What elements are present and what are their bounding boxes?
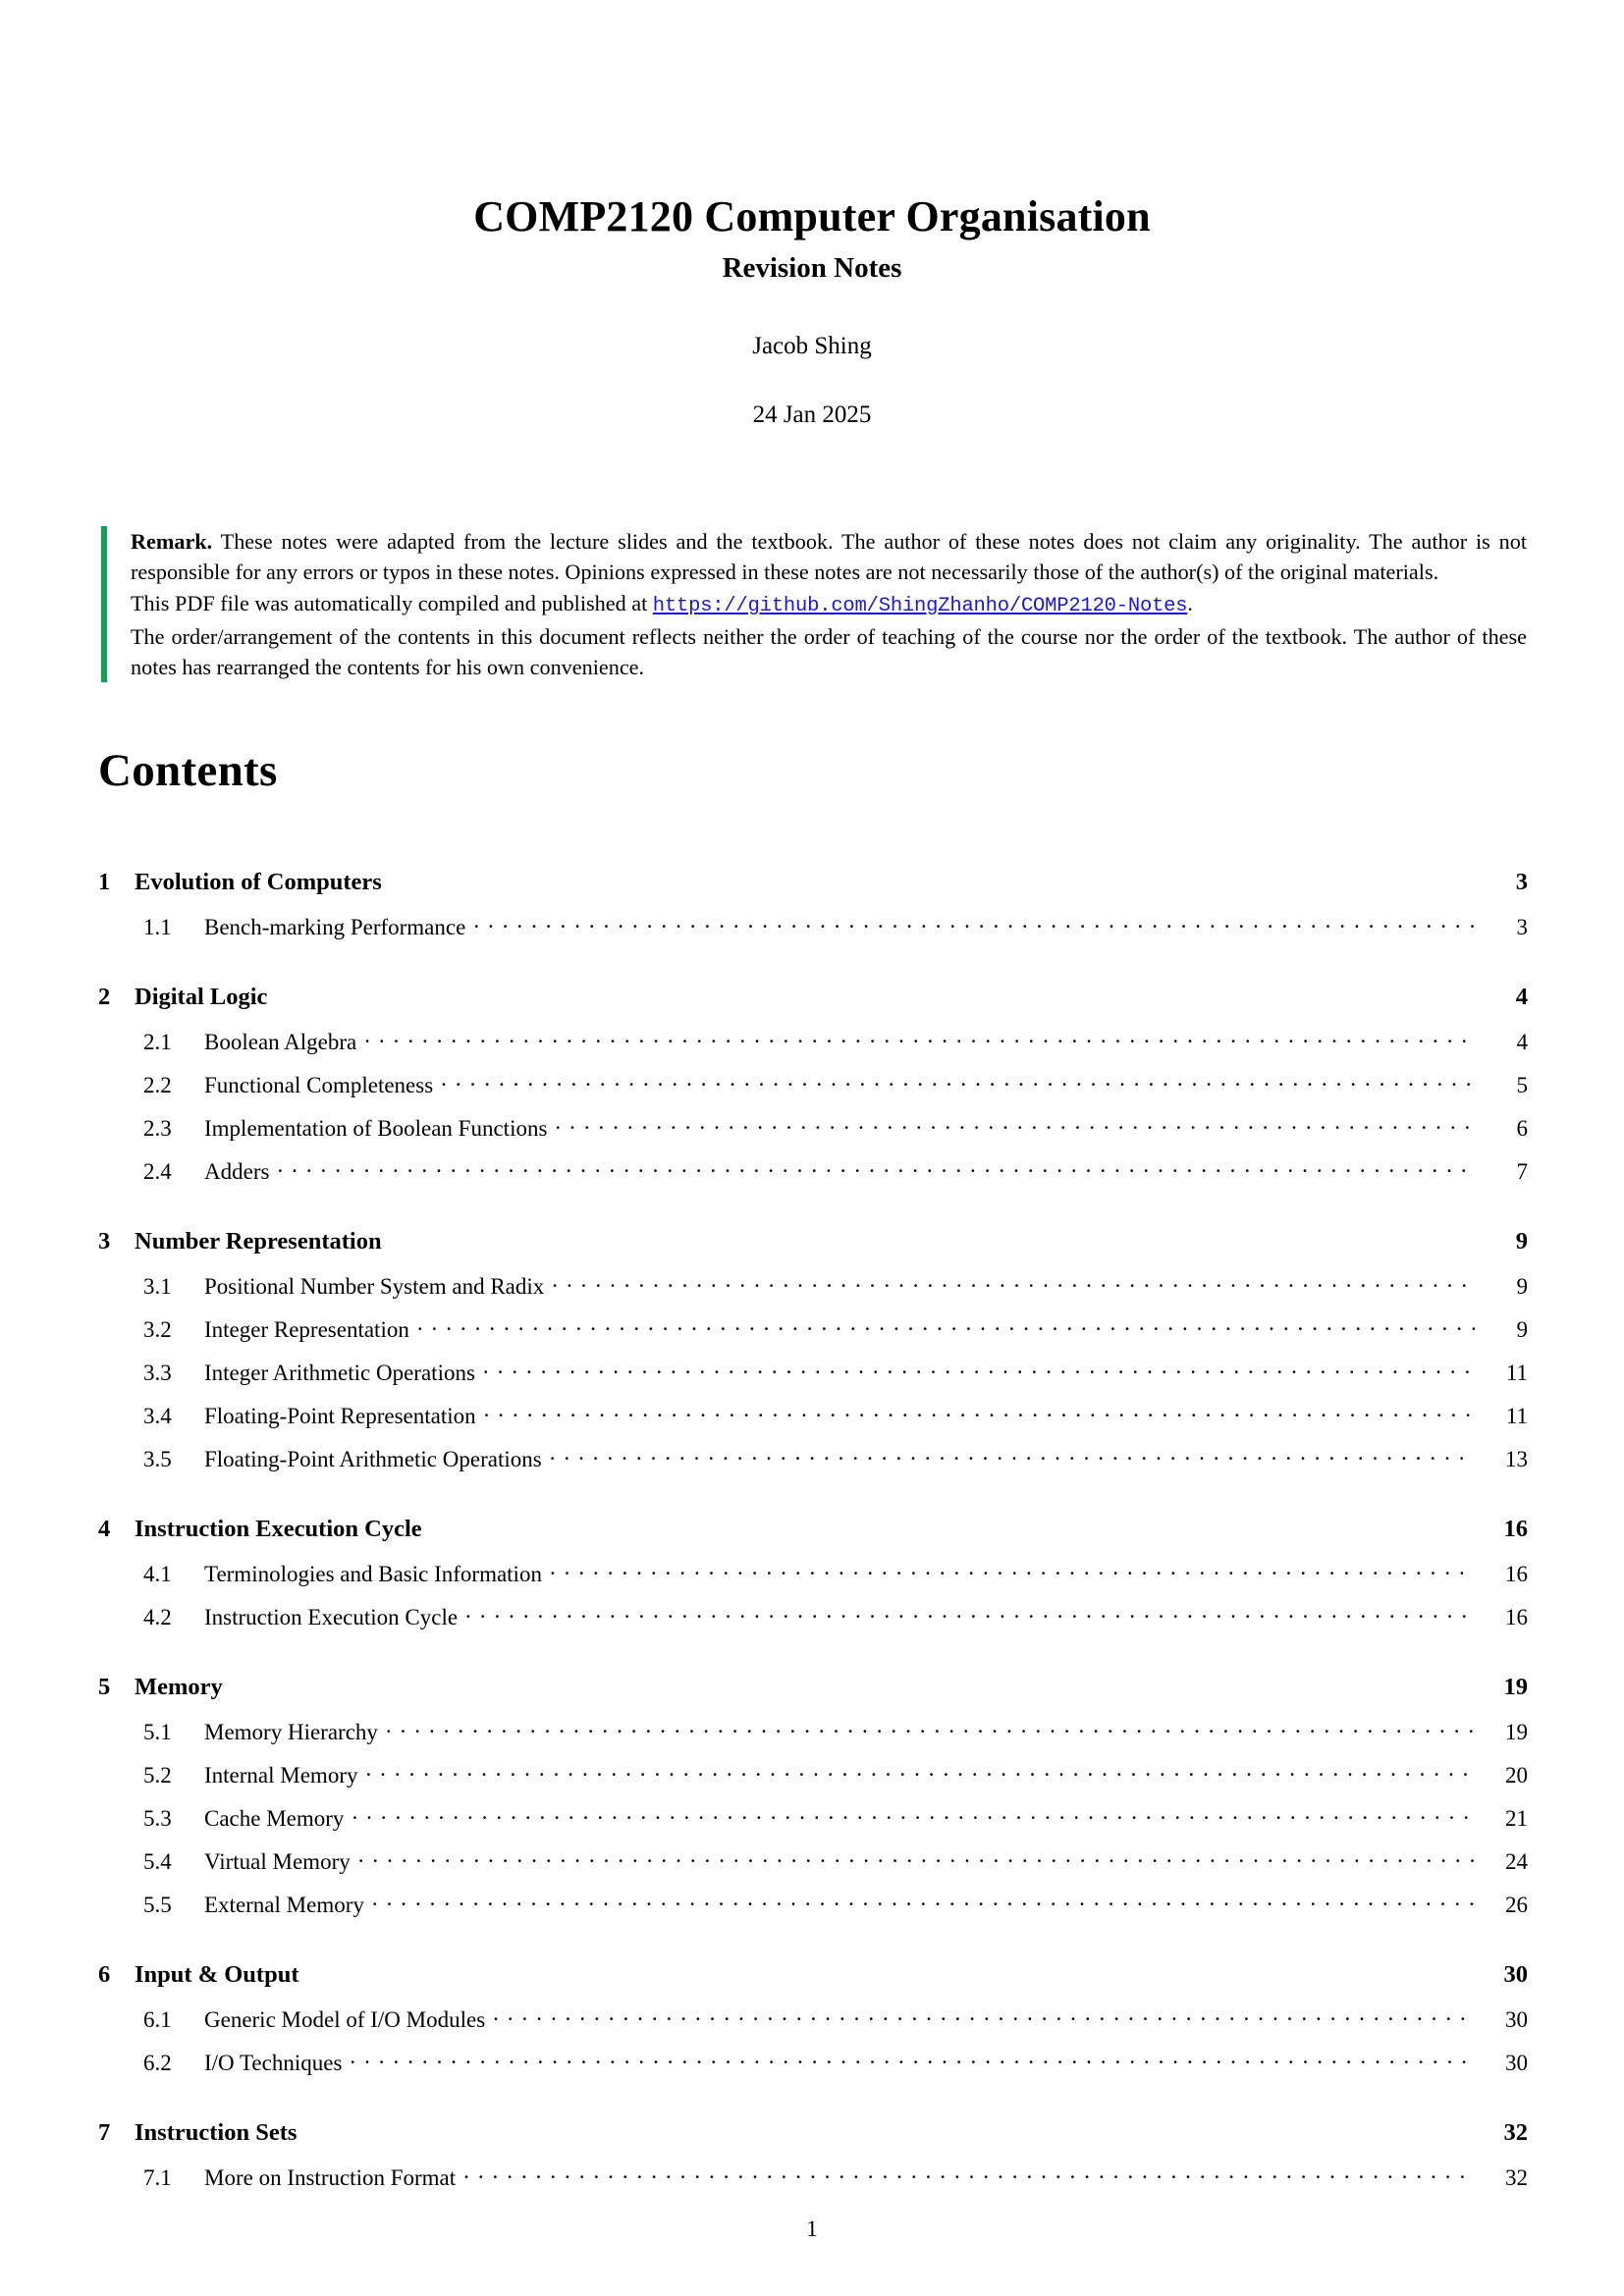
- toc-entry-subsection[interactable]: [98, 2004, 1528, 2048]
- toc-subsection-page: 16: [1505, 1605, 1528, 1629]
- toc-section-page: 3: [1515, 869, 1528, 895]
- toc-subsection-page: 3: [1516, 915, 1528, 939]
- remark-paragraph-2: [131, 588, 1527, 621]
- toc-section-title: Evolution of Computers: [135, 869, 382, 895]
- toc-subsection-number: 3.4: [143, 1404, 172, 1428]
- toc-subsection-page: 5: [1516, 1073, 1528, 1097]
- toc-entry-section[interactable]: [98, 1961, 1528, 2004]
- toc-subsection-title: Internal Memory: [204, 1763, 358, 1788]
- toc-entry-section[interactable]: [98, 984, 1528, 1027]
- toc-dot-leader: [417, 1314, 1475, 1337]
- toc-subsection-page: 30: [1505, 2051, 1528, 2075]
- contents-heading: Contents: [98, 745, 278, 796]
- toc-dot-leader: [386, 1717, 1475, 1739]
- toc-section-title: Instruction Execution Cycle: [135, 1516, 422, 1542]
- toc-section-number: 5: [98, 1674, 111, 1700]
- toc-subsection-page: 20: [1505, 1763, 1528, 1788]
- toc-subsection-title: Memory Hierarchy: [204, 1720, 378, 1744]
- toc-entry-section[interactable]: [98, 869, 1528, 912]
- page-title: COMP2120 Computer Organisation: [473, 192, 1151, 240]
- toc-subsection-page: 9: [1516, 1317, 1528, 1342]
- toc-entry-subsection[interactable]: [98, 1559, 1528, 1602]
- toc-subsection-title: Adders: [204, 1159, 270, 1184]
- toc-entry-subsection[interactable]: [98, 1113, 1528, 1156]
- toc-subsection-title: Floating-Point Representation: [204, 1404, 476, 1428]
- toc-subsection-title: Instruction Execution Cycle: [204, 1605, 459, 1629]
- toc-subsection-page: 9: [1516, 1274, 1528, 1299]
- toc-section-group: [98, 2119, 1528, 2206]
- toc-section-page: 32: [1503, 2119, 1528, 2146]
- remark-label: Remark.: [131, 529, 213, 554]
- toc-dot-leader: [372, 1890, 1475, 1912]
- toc-subsection-number: 6.1: [143, 2007, 172, 2032]
- toc-entry-subsection[interactable]: [98, 1314, 1528, 1358]
- toc-section-group: [98, 1516, 1528, 1645]
- toc-section-title: Number Representation: [135, 1228, 382, 1255]
- toc-section-number: 3: [98, 1228, 111, 1255]
- toc-subsection-page: 4: [1516, 1030, 1528, 1054]
- toc-subsection-title: I/O Techniques: [204, 2051, 343, 2075]
- toc-section-title: Memory: [135, 1674, 223, 1700]
- remark-body-2-prefix: This PDF file was automatically compiled and published at: [131, 590, 653, 615]
- toc-dot-leader: [483, 1358, 1475, 1380]
- toc-dot-leader: [364, 1027, 1475, 1049]
- toc-subsection-page: 26: [1505, 1893, 1528, 1917]
- toc-dot-leader: [441, 1070, 1475, 1093]
- toc-subsection-page: 21: [1505, 1806, 1528, 1831]
- toc-subsection-number: 2.2: [143, 1073, 172, 1097]
- toc-dot-leader: [473, 912, 1475, 934]
- toc-dot-leader: [358, 1846, 1475, 1869]
- toc-subsection-title: External Memory: [204, 1893, 364, 1917]
- toc-dot-leader: [555, 1113, 1475, 1136]
- document-date: 24 Jan 2025: [752, 400, 872, 428]
- toc-subsection-title: Cache Memory: [204, 1806, 345, 1831]
- toc-subsection-number: 4.1: [143, 1562, 172, 1586]
- toc-subsection-number: 2.3: [143, 1116, 172, 1141]
- toc-entry-section[interactable]: [98, 1674, 1528, 1717]
- toc-subsection-number: 2.1: [143, 1030, 172, 1054]
- toc-dot-leader: [550, 1559, 1475, 1581]
- toc-entry-subsection[interactable]: [98, 1602, 1528, 1645]
- toc-subsection-number: 3.1: [143, 1274, 172, 1299]
- toc-section-page: 4: [1515, 984, 1528, 1010]
- toc-entry-subsection[interactable]: [98, 1271, 1528, 1314]
- toc-section-number: 6: [98, 1961, 111, 1988]
- toc-section-group: [98, 1228, 1528, 1487]
- toc-entry-subsection[interactable]: [98, 1358, 1528, 1401]
- toc-entry-subsection[interactable]: [98, 1717, 1528, 1760]
- remark-paragraph-1: [131, 526, 1527, 588]
- toc-section-page: 9: [1515, 1228, 1528, 1255]
- toc-dot-leader: [552, 1271, 1475, 1294]
- toc-entry-section[interactable]: [98, 1516, 1528, 1559]
- toc-section-group: [98, 1674, 1528, 1933]
- toc-subsection-number: 5.5: [143, 1893, 172, 1917]
- toc-entry-subsection[interactable]: [98, 1846, 1528, 1890]
- remark-body-1: These notes were adapted from the lecture slides and the textbook. The author of these notes does not claim any originality. The author is not responsible for any errors or typos in these notes. Opinions expressed in these notes are not necessarily those of the author(s) of the original materials.: [131, 529, 1527, 585]
- toc-subsection-page: 30: [1505, 2007, 1528, 2032]
- toc-subsection-number: 2.4: [143, 1159, 172, 1184]
- document-author: Jacob Shing: [752, 332, 872, 359]
- toc-subsection-title: More on Instruction Format: [204, 2165, 457, 2190]
- title-block: [0, 192, 1624, 429]
- toc-section-number: 4: [98, 1516, 111, 1542]
- toc-dot-leader: [484, 1401, 1475, 1423]
- repository-link[interactable]: https://github.com/ShingZhanho/COMP2120-Notes: [652, 594, 1188, 617]
- toc-subsection-number: 3.5: [143, 1447, 172, 1471]
- toc-dot-leader: [463, 2163, 1475, 2185]
- toc-entry-subsection[interactable]: [98, 1760, 1528, 1803]
- toc-entry-subsection[interactable]: [98, 1444, 1528, 1487]
- page-number-footer: 1: [806, 2216, 818, 2241]
- toc-subsection-page: 16: [1505, 1562, 1528, 1586]
- toc-section-page: 19: [1503, 1674, 1528, 1700]
- toc-section-title: Instruction Sets: [135, 2119, 298, 2146]
- remark-body-2-suffix: .: [1187, 590, 1193, 615]
- toc-section-number: 2: [98, 984, 111, 1010]
- toc-subsection-number: 5.4: [143, 1849, 172, 1874]
- toc-dot-leader: [277, 1156, 1475, 1179]
- toc-subsection-page: 32: [1505, 2165, 1528, 2190]
- toc-subsection-title: Boolean Algebra: [204, 1030, 357, 1054]
- toc-dot-leader: [465, 1602, 1475, 1625]
- toc-entry-subsection[interactable]: [98, 1027, 1528, 1070]
- toc-subsection-title: Terminologies and Basic Information: [204, 1562, 542, 1586]
- toc-section-page: 30: [1503, 1961, 1528, 1988]
- toc-subsection-title: Integer Arithmetic Operations: [204, 1361, 475, 1385]
- toc-subsection-page: 11: [1505, 1361, 1528, 1385]
- toc-entry-subsection[interactable]: [98, 2048, 1528, 2091]
- toc-subsection-number: 5.1: [143, 1720, 172, 1744]
- toc-entry-subsection[interactable]: [98, 1070, 1528, 1113]
- toc-section-group: [98, 1961, 1528, 2091]
- toc-section-number: 1: [98, 869, 111, 895]
- table-of-contents: [98, 869, 1528, 2206]
- toc-section-group: [98, 869, 1528, 955]
- toc-dot-leader: [493, 2004, 1475, 2027]
- toc-section-number: 7: [98, 2119, 111, 2146]
- toc-subsection-number: 3.3: [143, 1361, 172, 1385]
- toc-dot-leader: [365, 1760, 1475, 1783]
- toc-section-title: Digital Logic: [135, 984, 268, 1010]
- toc-subsection-number: 3.2: [143, 1317, 172, 1342]
- remark-paragraph-3: The order/arrangement of the contents in this document reflects neither the order of teaching of the course nor the order of the textbook. The author of these notes has rearranged the contents for his own convenience.: [131, 623, 1527, 680]
- toc-section-group: [98, 984, 1528, 1200]
- toc-subsection-title: Virtual Memory: [204, 1849, 351, 1874]
- toc-subsection-number: 4.2: [143, 1605, 172, 1629]
- toc-dot-leader: [550, 1444, 1475, 1467]
- toc-entry-subsection[interactable]: [98, 912, 1528, 955]
- remark-callout: [101, 526, 1527, 682]
- toc-entry-subsection[interactable]: [98, 1890, 1528, 1933]
- toc-entry-subsection[interactable]: [98, 1401, 1528, 1444]
- toc-subsection-title: Integer Representation: [204, 1317, 409, 1342]
- toc-subsection-title: Generic Model of I/O Modules: [204, 2007, 486, 2032]
- toc-entry-subsection[interactable]: [98, 1803, 1528, 1846]
- toc-entry-subsection[interactable]: [98, 2163, 1528, 2206]
- toc-subsection-page: 24: [1505, 1849, 1528, 1874]
- toc-subsection-page: 11: [1505, 1404, 1528, 1428]
- toc-section-page: 16: [1503, 1516, 1528, 1542]
- toc-subsection-title: Functional Completeness: [204, 1073, 434, 1097]
- toc-subsection-page: 6: [1516, 1116, 1528, 1141]
- toc-section-title: Input & Output: [135, 1961, 299, 1988]
- toc-subsection-page: 13: [1505, 1447, 1528, 1471]
- toc-entry-subsection[interactable]: [98, 1156, 1528, 1200]
- toc-subsection-number: 5.2: [143, 1763, 172, 1788]
- toc-subsection-number: 1.1: [143, 915, 172, 939]
- toc-subsection-title: Floating-Point Arithmetic Operations: [204, 1447, 542, 1471]
- toc-subsection-page: 7: [1516, 1159, 1528, 1184]
- toc-subsection-number: 5.3: [143, 1806, 172, 1831]
- toc-subsection-page: 19: [1505, 1720, 1528, 1744]
- toc-dot-leader: [350, 2048, 1475, 2070]
- toc-subsection-title: Bench-marking Performance: [204, 915, 466, 939]
- page-subtitle: Revision Notes: [722, 252, 902, 285]
- toc-subsection-number: 7.1: [143, 2165, 172, 2190]
- toc-subsection-title: Implementation of Boolean Functions: [204, 1116, 548, 1141]
- toc-entry-section[interactable]: [98, 1228, 1528, 1271]
- toc-entry-section[interactable]: [98, 2119, 1528, 2163]
- toc-dot-leader: [352, 1803, 1475, 1826]
- toc-subsection-title: Positional Number System and Radix: [204, 1274, 545, 1299]
- toc-subsection-number: 6.2: [143, 2051, 172, 2075]
